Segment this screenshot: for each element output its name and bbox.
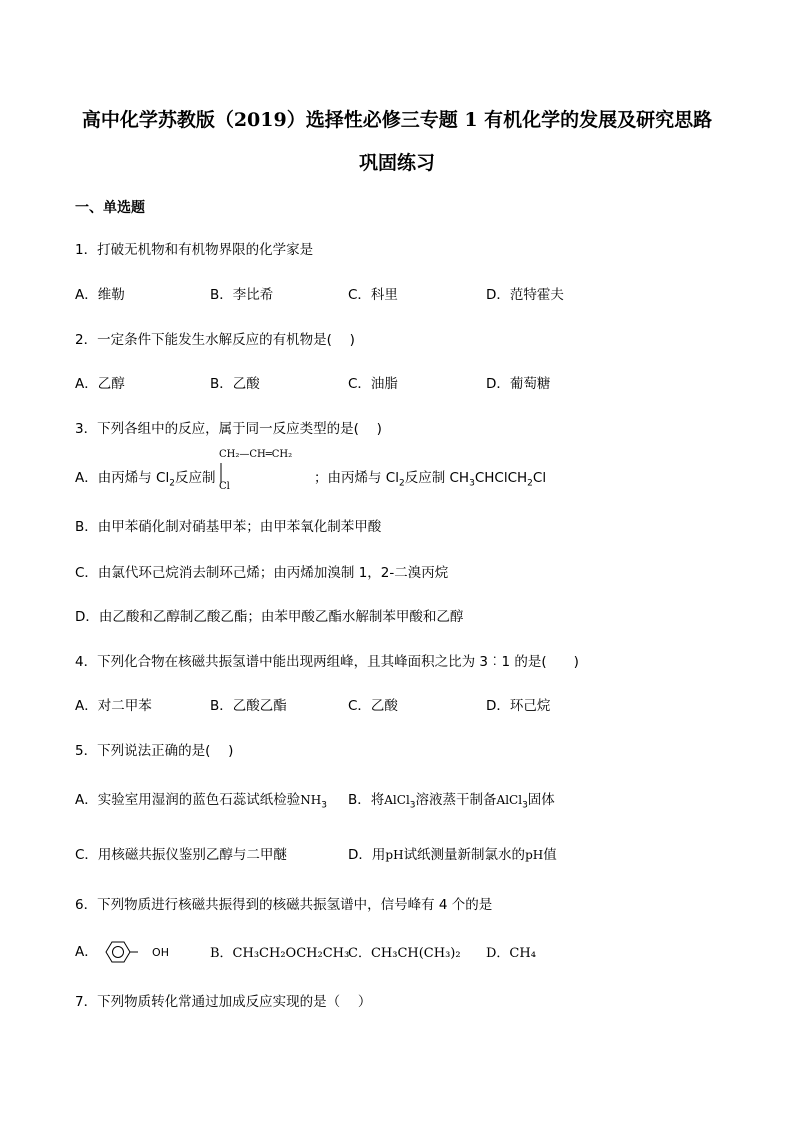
question-1-option-a: A．维勒 <box>75 287 125 303</box>
question-3-option-a: A．由丙烯与 $Cl_2$反应制 <box>75 470 216 489</box>
question-5-option-d: D．用pH试纸测量新制氯水的pH值 <box>348 847 557 863</box>
question-7-stem: 7．下列物质转化常通过加成反应实现的是（ ） <box>75 994 372 1010</box>
question-2-option-d: D．葡萄糖 <box>486 376 551 392</box>
question-2-option-b: B．乙酸 <box>210 376 260 392</box>
question-1-stem: 1．打破无机物和有机物界限的化学家是 <box>75 242 314 258</box>
question-4-option-b: B．乙酸乙酯 <box>210 698 287 714</box>
question-2-stem: 2．一定条件下能发生水解反应的有机物是( ) <box>75 332 355 348</box>
chlorinated-propene-structure: CH₂—CH═CH₂ Cl <box>219 449 293 492</box>
question-6-option-d: D．CH₄ <box>486 946 536 961</box>
question-3-stem: 3．下列各组中的反应，属于同一反应类型的是( ) <box>75 421 382 437</box>
question-4-option-a: A．对二甲苯 <box>75 698 152 714</box>
question-6-option-c: C．CH₃CH(CH₃)₂ <box>348 946 461 961</box>
question-1-option-b: B．李比希 <box>210 287 274 303</box>
question-5-stem: 5．下列说法正确的是( ) <box>75 743 234 759</box>
question-3-option-c: C．由氯代环己烷消去制环己烯；由丙烯加溴制 1，2-二溴丙烷 <box>75 565 449 581</box>
question-4-option-c: C．乙酸 <box>348 698 398 714</box>
document-title-line2: 巩固练习 <box>358 152 435 174</box>
question-5-option-b: B．将AlCl$_3$溶液蒸干制备AlCl$_3$固体 <box>348 792 555 811</box>
question-4-option-d: D．环己烷 <box>486 698 551 714</box>
question-4-stem: 4．下列化合物在核磁共振氢谱中能出现两组峰，且其峰面积之比为 3︰1 的是( ) <box>75 654 579 670</box>
question-3-option-a-second-part: ；由丙烯与 $Cl_2$反应制 $CH_3CHClCH_2Cl$ <box>314 470 547 489</box>
question-3-option-b: B．由甲苯硝化制对硝基甲苯；由甲苯氧化制苯甲酸 <box>75 519 382 535</box>
question-5-option-a: A．实验室用湿润的蓝色石蕊试纸检验$NH_3$ <box>75 792 327 811</box>
question-6-option-b: B．CH₃CH₂OCH₂CH₃ <box>210 946 350 961</box>
question-1-option-c: C．科里 <box>348 287 398 303</box>
question-2-option-a: A．乙醇 <box>75 376 125 392</box>
section-heading: 一、单选题 <box>75 200 145 216</box>
question-6-stem: 6．下列物质进行核磁共振得到的核磁共振氢谱中，信号峰有 4 个的是 <box>75 897 493 913</box>
question-2-option-c: C．油脂 <box>348 376 398 392</box>
question-6-option-a: A． OH <box>75 940 169 964</box>
question-5-option-c: C．用核磁共振仪鉴别乙醇与二甲醚 <box>75 847 287 863</box>
phenol-structure-icon <box>102 940 152 964</box>
question-3-option-d: D．由乙酸和乙醇制乙酸乙酯；由苯甲酸乙酯水解制苯甲酸和乙醇 <box>75 609 464 625</box>
question-1-option-d: D．范特霍夫 <box>486 287 564 303</box>
document-title-line1: 高中化学苏教版（2019）选择性必修三专题 1 有机化学的发展及研究思路 <box>81 109 713 131</box>
